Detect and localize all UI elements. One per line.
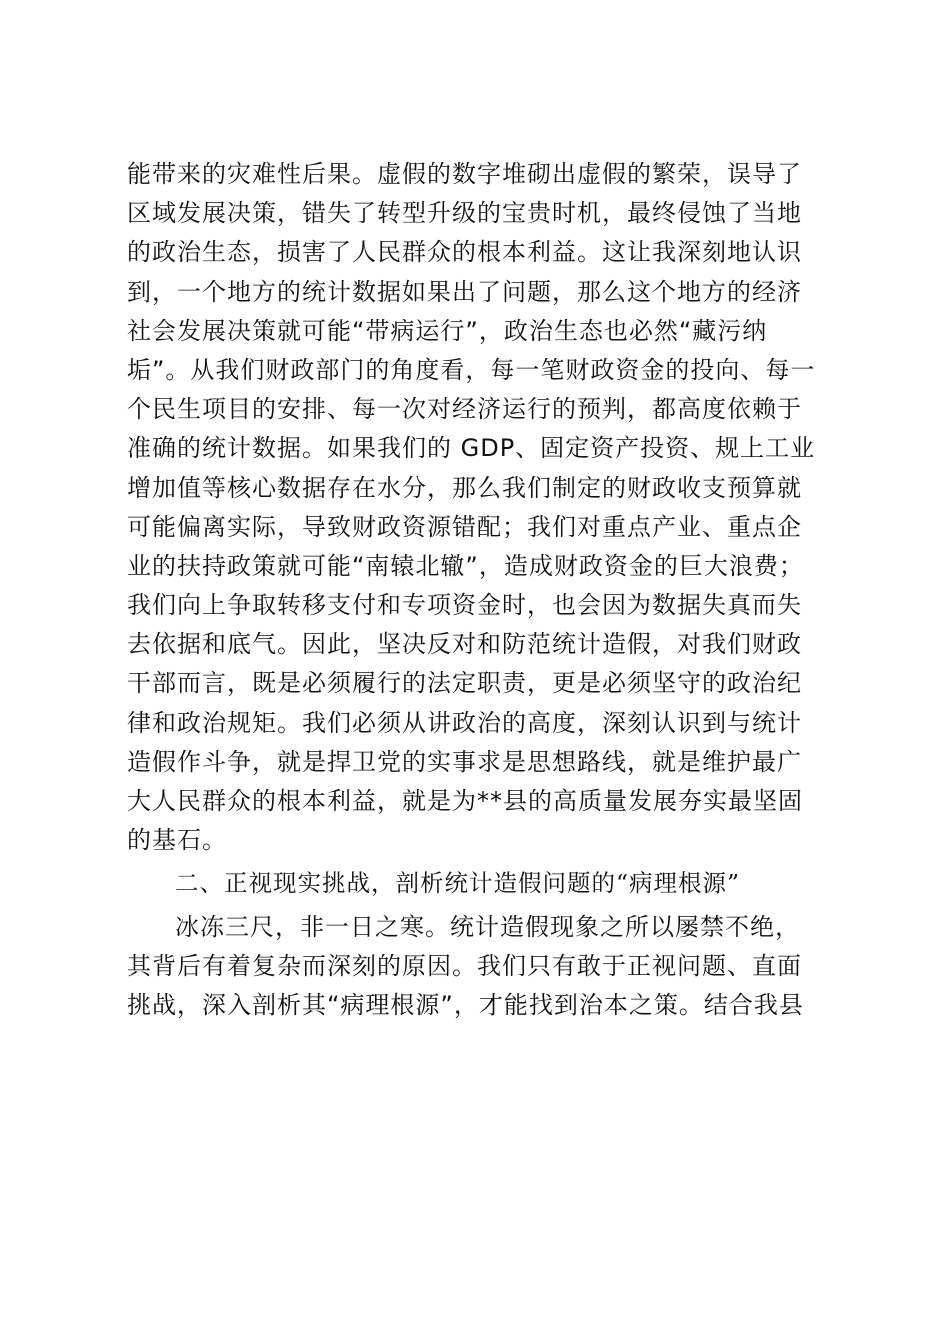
text-line: 造假作斗争，就是捍卫党的实事求是思想路线，就是维护最广 <box>127 747 802 776</box>
paragraph-2 <box>127 908 827 1026</box>
text-line: 能带来的灾难性后果。虚假的数字堆砌出虚假的繁荣，误导了 <box>127 160 802 188</box>
text-line: 个民生项目的安排、每一次对经济运行的预判，都高度依赖于 <box>127 395 802 424</box>
text-line: 干部而言，既是必须履行的法定职责，更是必须坚守的政治纪 <box>127 669 802 698</box>
text-line: 去依据和底气。因此，坚决反对和防范统计造假，对我们财政 <box>127 630 802 659</box>
text-line: 垢”。从我们财政部门的角度看，每一笔财政资金的投向、每一 <box>127 355 816 384</box>
document-body <box>127 155 827 1025</box>
text-line: 增加值等核心数据存在水分，那么我们制定的财政收支预算就 <box>127 473 802 502</box>
text-line: 的基石。 <box>127 826 227 855</box>
text-line: 挑战，深入剖析其“病理根源”，才能找到治本之策。结合我县 <box>127 990 804 1019</box>
text-line: 律和政治规矩。我们必须从讲政治的高度，深刻认识到与统计 <box>127 708 802 737</box>
text-line: 可能偏离实际，导致财政资源错配；我们对重点产业、重点企 <box>127 512 802 541</box>
text-line: 业的扶持政策就可能“南辕北辙”，造成财政资金的巨大浪费； <box>127 551 804 580</box>
paragraph-1 <box>127 155 827 860</box>
section-heading: 二、正视现实挑战，剖析统计造假问题的“病理根源” <box>175 869 741 898</box>
text-line: 社会发展决策就可能“带病运行”，政治生态也必然“藏污纳 <box>127 316 768 345</box>
text-line: 其背后有着复杂而深刻的原因。我们只有敢于正视问题、直面 <box>127 951 802 980</box>
text-line: 到，一个地方的统计数据如果出了问题，那么这个地方的经济 <box>127 277 802 306</box>
text-line: 我们向上争取转移支付和专项资金时，也会因为数据失真而失 <box>127 591 802 620</box>
text-line: 大人民群众的根本利益，就是为**县的高质量发展夯实最坚固 <box>127 787 803 815</box>
text-line: 的政治生态，损害了人民群众的根本利益。这让我深刻地认识 <box>127 238 802 267</box>
text-line: 准确的统计数据。如果我们的 GDP、固定资产投资、规上工业 <box>127 434 816 463</box>
text-line: 区域发展决策，错失了转型升级的宝贵时机，最终侵蚀了当地 <box>127 199 802 228</box>
text-line: 冰冻三尺，非一日之寒。统计造假现象之所以屡禁不绝， <box>175 912 800 941</box>
